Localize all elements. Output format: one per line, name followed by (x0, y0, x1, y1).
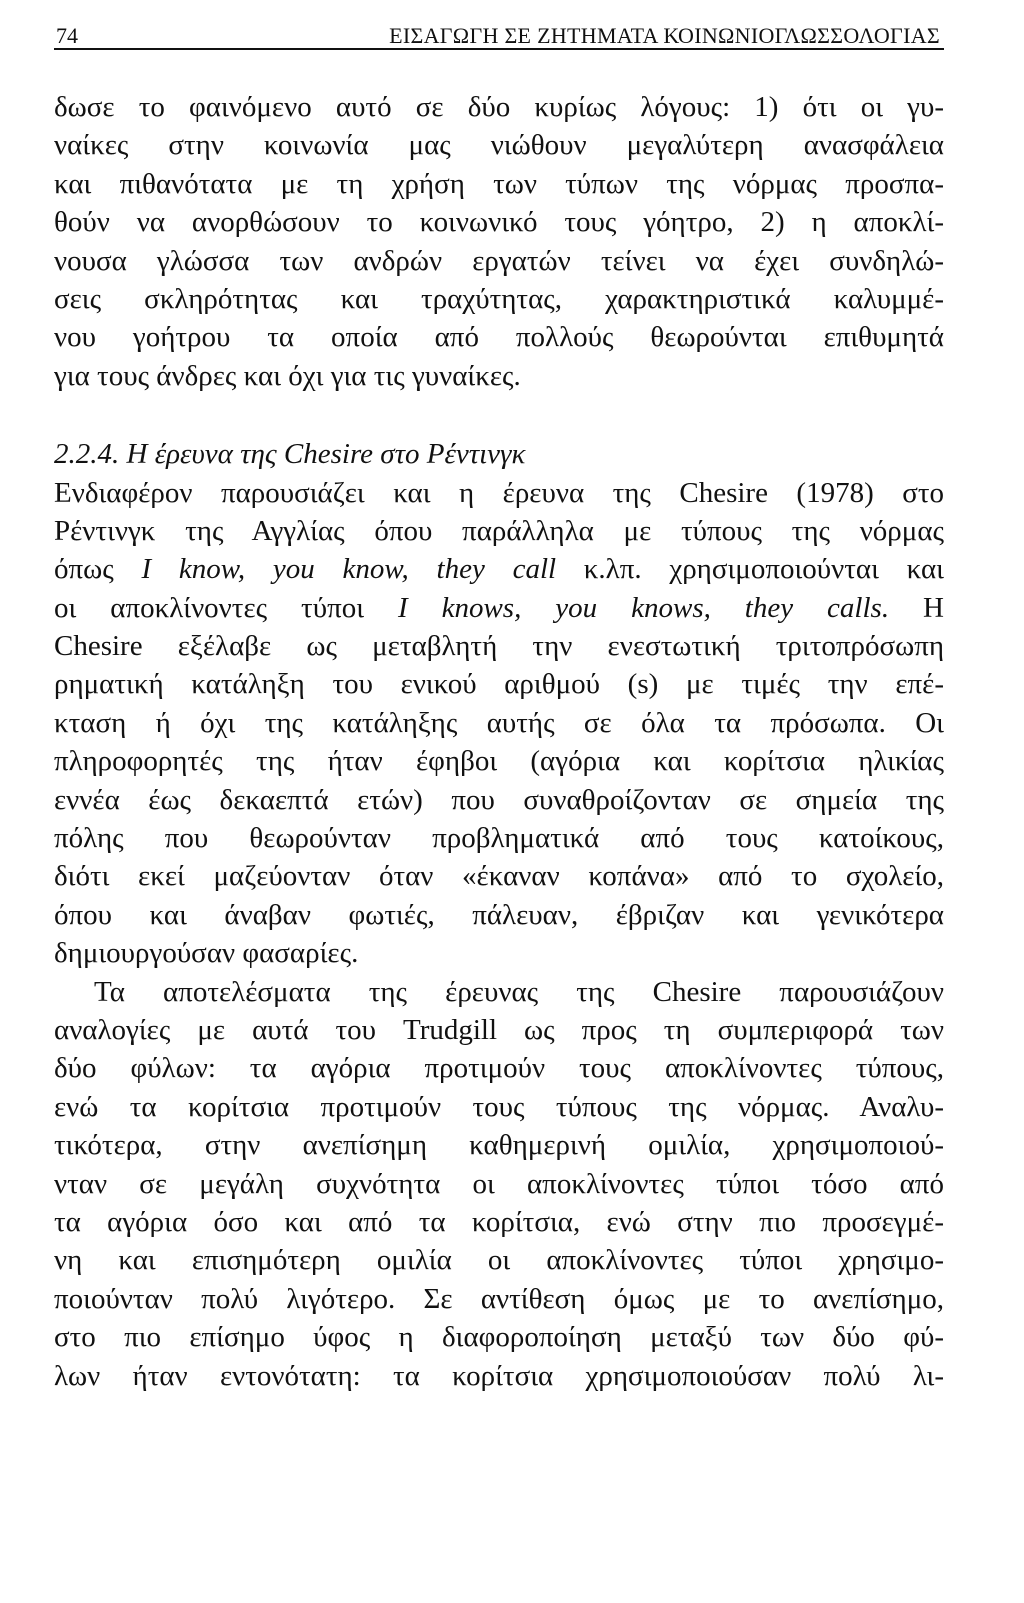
page-body (54, 88, 944, 1395)
text-line: ενώ τα κορίτσια προτιμούν τους τύπους της νόρμας. Αναλυ- (54, 1090, 944, 1123)
text-run: κ.λπ. χρησιμοποιούνται και (556, 553, 944, 586)
section-title: Η έρευνα της Chesire στο Ρέντινγκ (126, 438, 526, 471)
paragraph-1 (54, 88, 944, 395)
text-line: ποιούνταν πολύ λιγότερο. Σε αντίθεση όμως με το ανεπίσημο, (54, 1282, 944, 1315)
paragraph-3 (54, 973, 944, 1395)
text-line: ρηματική κατάληξη του ενικού αριθμού (s) με τιμές την επέ- (54, 668, 944, 701)
text-line: ναίκες στην κοινωνία μας νιώθουν μεγαλύτερη ανασφάλεια (54, 129, 944, 162)
text-line: δημιουργούσαν φασαρίες. (54, 937, 359, 970)
text-line: νουσα γλώσσα των ανδρών εργατών τείνει να έχει συνδηλώ- (54, 244, 944, 277)
text-line: θούν να ανορθώσουν το κοινωνικό τους γόητρο, 2) η αποκλί- (54, 206, 944, 239)
paragraph-2 (54, 474, 944, 973)
text-line: δωσε το φαινόμενο αυτό σε δύο κυρίως λόγους: 1) ότι οι γυ- (54, 91, 944, 123)
text-line: για τους άνδρες και όχι για τις γυναίκες. (54, 359, 521, 392)
section-number: 2.2.4. (54, 438, 120, 471)
text-line: νου γοήτρου τα οποία από πολλούς θεωρούνται επιθυμητά (54, 321, 944, 354)
text-line: τα αγόρια όσο και από τα κορίτσια, ενώ στην πιο προσεγμέ- (54, 1205, 944, 1238)
text-line: Ρέντινγκ της Αγγλίας όπου παράλληλα με τύπους της νόρμας (54, 514, 944, 547)
text-line: σεις σκληρότητας και τραχύτητας, χαρακτηριστικά καλυμμέ- (54, 282, 944, 315)
text-line (54, 550, 944, 588)
text-line: Chesire εξέλαβε ως μεταβλητή την ενεστωτική τριτοπρόσωπη (54, 630, 944, 663)
text-line: εννέα έως δεκαεπτά ετών) που συναθροίζονταν σε σημεία της (54, 783, 944, 816)
text-line: αναλογίες με αυτά του Trudgill ως προς τη συμπεριφορά των (54, 1013, 944, 1046)
text-line: πληροφορητές της ήταν έφηβοι (αγόρια και κορίτσια ηλικίας (54, 745, 944, 778)
section-heading (54, 435, 944, 473)
text-run: Η (889, 591, 944, 624)
text-line: νταν σε μεγάλη συχνότητα οι αποκλίνοντες τύποι τόσο από (54, 1167, 944, 1200)
text-line: όπου και άναβαν φωτιές, πάλευαν, έβριζαν και γενικότερα (54, 898, 944, 931)
text-run: οι αποκλίνοντες τύποι (54, 591, 398, 624)
page-number: 74 (56, 23, 78, 48)
text-line (54, 589, 944, 627)
text-line: στο πιο επίσημο ύφος η διαφοροποίηση μεταξύ των δύο φύ- (54, 1321, 944, 1354)
text-line: πόλης που θεωρούνταν προβληματικά από τους κατοίκους, (54, 822, 944, 855)
text-line: Τα αποτελέσματα της έρευνας της Chesire παρουσιάζουν (94, 975, 944, 1008)
text-line: λων ήταν εντονότατη: τα κορίτσια χρησιμοποιούσαν πολύ λι- (54, 1359, 944, 1392)
page-header (54, 24, 944, 50)
text-line: δύο φύλων: τα αγόρια προτιμούν τους αποκλίνοντες τύπους, (54, 1052, 944, 1085)
text-line: νη και επισημότερη ομιλία οι αποκλίνοντες τύποι χρησιμο- (54, 1244, 944, 1277)
text-line: τικότερα, στην ανεπίσημη καθημερινή ομιλία, χρησιμοποιού- (54, 1129, 944, 1162)
text-line: κταση ή όχι της κατάληξης αυτής σε όλα τα πρόσωπα. Οι (54, 706, 944, 739)
running-head: ΕΙΣΑΓΩΓΗ ΣΕ ΖΗΤΗΜΑΤΑ ΚΟΙΝΩΝΙΟΓΛΩΣΣΟΛΟΓΙΑΣ (389, 23, 940, 48)
text-line: Ενδιαφέρον παρουσιάζει και η έρευνα της Chesire (1978) στο (54, 476, 944, 509)
text-run: όπως (54, 553, 142, 586)
italic-example: I knows, you knows, they calls. (397, 591, 890, 624)
text-line: διότι εκεί μαζεύονταν όταν «έκαναν κοπάνα» από το σχολείο, (54, 860, 944, 893)
italic-example: I know, you know, they call (141, 553, 557, 586)
text-line: και πιθανότατα με τη χρήση των τύπων της νόρμας προσπα- (54, 167, 944, 200)
